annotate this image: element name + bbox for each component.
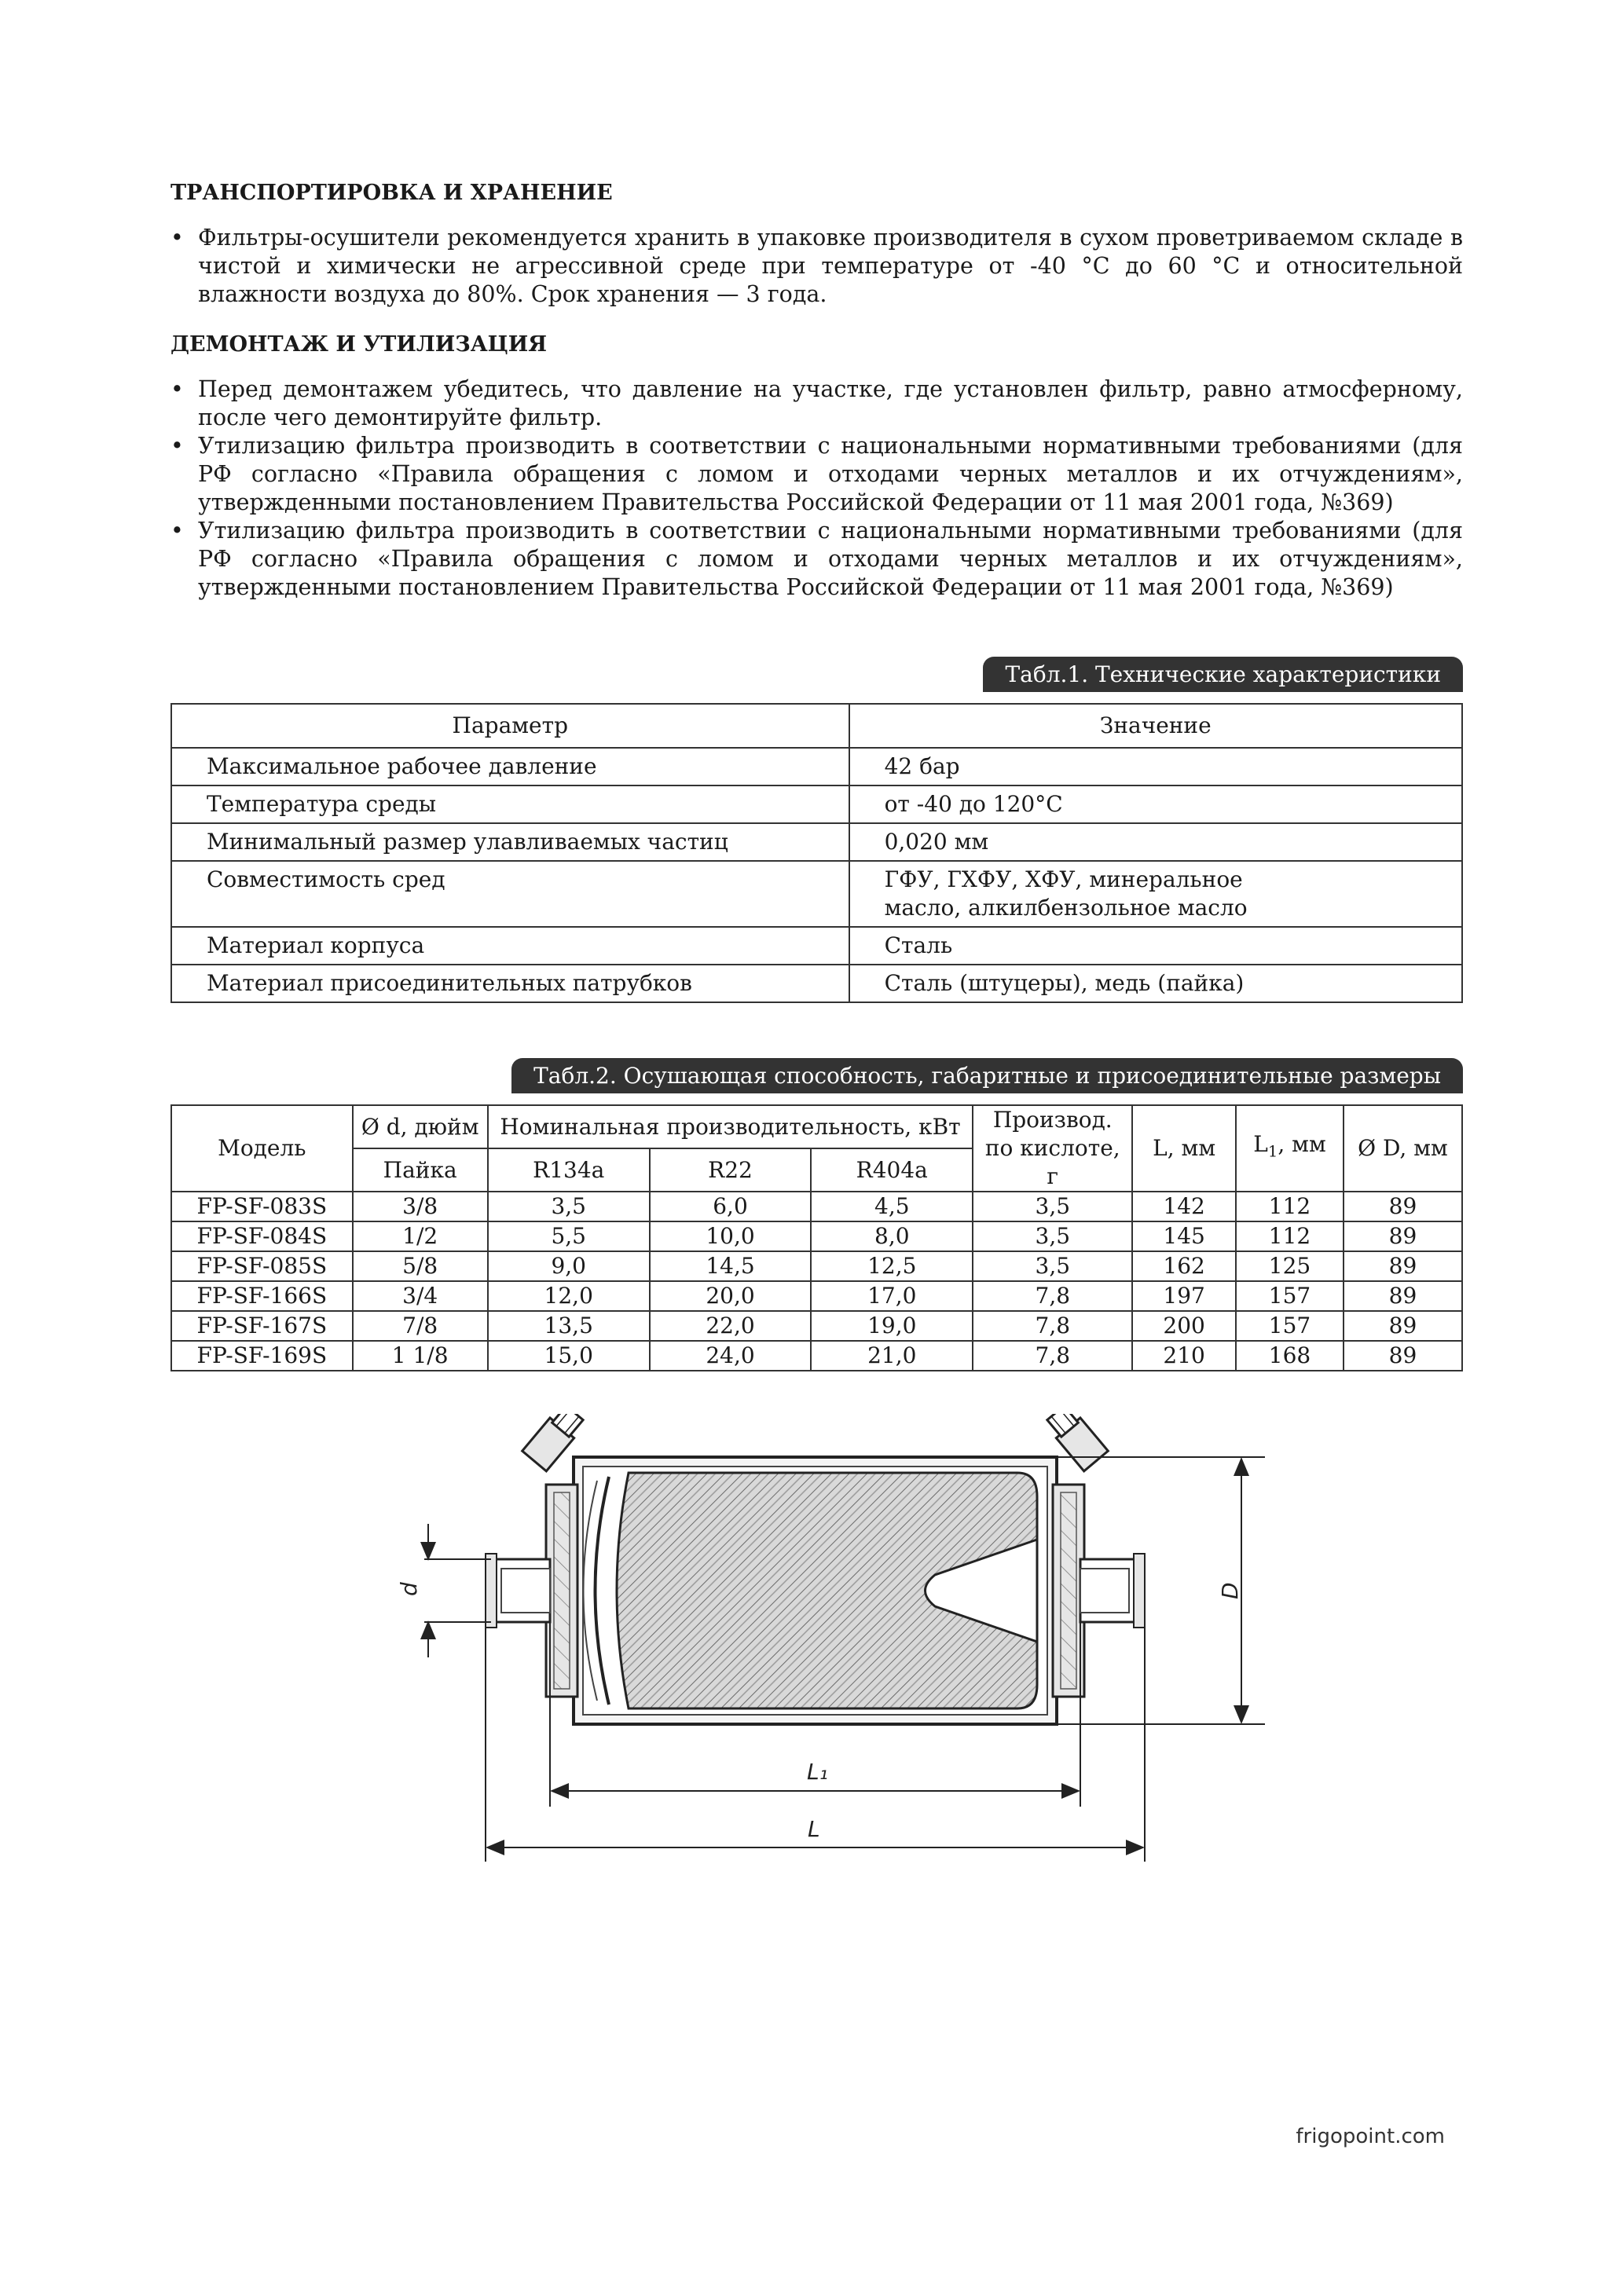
header-value: Значение (849, 704, 1462, 748)
label-L: L (808, 1816, 820, 1842)
header-d: Ø d, дюйм (353, 1105, 488, 1148)
right-pipe (1080, 1554, 1145, 1628)
cell-D: 89 (1344, 1192, 1462, 1221)
table-row (171, 785, 1462, 823)
cell-d: 1/2 (353, 1221, 488, 1251)
cell-model: FP-SF-169S (171, 1341, 353, 1371)
cell-r134a: 3,5 (488, 1192, 650, 1221)
dimensions-table (170, 1104, 1463, 1371)
cell-L1: 112 (1236, 1192, 1344, 1221)
table-row (171, 1341, 1462, 1371)
disposal-list (170, 375, 1463, 602)
header-L1-sub: 1 (1267, 1142, 1278, 1161)
cell-r22: 20,0 (650, 1281, 811, 1311)
header-r404a: R404a (811, 1148, 973, 1192)
cell-d: 1 1/8 (353, 1341, 488, 1371)
header-r22: R22 (650, 1148, 811, 1192)
cell-L1: 125 (1236, 1251, 1344, 1281)
cell-r404a: 12,5 (811, 1251, 973, 1281)
list-item: • Утилизацию фильтра производить в соответствии с национальными нормативными требованиями (для РФ согласно «Правила обращения с ломом и отходами черных металлов и их отчуждениям», утвержденными постановлением Правительства Российской Федерации от 11 мая 2001 года, №369) (170, 517, 1463, 602)
cell-d: 3/8 (353, 1192, 488, 1221)
header-param: Параметр (171, 704, 849, 748)
cell-r22: 22,0 (650, 1311, 811, 1341)
cell-L: 145 (1132, 1221, 1236, 1251)
table-row (171, 1251, 1462, 1281)
table-row (171, 1221, 1462, 1251)
cell-r404a: 21,0 (811, 1341, 973, 1371)
param-cell: Материал присоединительных патрубков (171, 965, 849, 1002)
cell-model: FP-SF-167S (171, 1311, 353, 1341)
list-item: • Перед демонтажем убедитесь, что давление на участке, где установлен фильтр, равно атмосферному, после чего демонтируйте фильтр. (170, 375, 1463, 432)
label-D: D (1217, 1582, 1243, 1599)
desiccant-core (584, 1473, 1038, 1708)
cell-acid: 3,5 (973, 1192, 1132, 1221)
table2-caption: Табл.2. Осушающая способность, габаритные и присоединительные размеры (511, 1058, 1463, 1093)
cell-L: 210 (1132, 1341, 1236, 1371)
table1-caption-wrap (170, 657, 1463, 692)
header-L1 (1236, 1105, 1344, 1192)
table-header-row (171, 1105, 1462, 1148)
cell-d: 5/8 (353, 1251, 488, 1281)
value-cell: 42 бар (849, 748, 1462, 785)
cell-r134a: 15,0 (488, 1341, 650, 1371)
value-cell: Сталь (849, 927, 1462, 965)
cell-d: 7/8 (353, 1311, 488, 1341)
cell-L1: 157 (1236, 1281, 1344, 1311)
header-model: Модель (171, 1105, 353, 1192)
cell-r134a: 5,5 (488, 1221, 650, 1251)
header-L: L, мм (1132, 1105, 1236, 1192)
label-L1: L₁ (807, 1759, 828, 1785)
cell-r404a: 17,0 (811, 1281, 973, 1311)
footer-site: frigopoint.com (1296, 2125, 1445, 2148)
cell-r134a: 9,0 (488, 1251, 650, 1281)
cell-r134a: 13,5 (488, 1311, 650, 1341)
table-row (171, 748, 1462, 785)
header-nominal: Номинальная производительность, кВт (488, 1105, 973, 1148)
cell-L1: 168 (1236, 1341, 1344, 1371)
header-D: Ø D, мм (1344, 1105, 1462, 1192)
label-d: d (396, 1582, 422, 1596)
list-item: • Фильтры-осушители рекомендуется хранить в упаковке производителя в сухом проветриваемом складе в чистой и химически не агрессивной среде при температуре от -40 °С до 60 °С и относительной влажности воздуха до 80%. Срок хранения — 3 года. (170, 224, 1463, 309)
value-cell: 0,020 мм (849, 823, 1462, 861)
table-row (171, 823, 1462, 861)
cell-r134a: 12,0 (488, 1281, 650, 1311)
table-row (171, 1311, 1462, 1341)
cell-acid: 3,5 (973, 1251, 1132, 1281)
page-content (170, 181, 1463, 1371)
section-title-disposal: ДЕМОНТАЖ И УТИЛИЗАЦИЯ (170, 332, 548, 357)
cell-acid: 3,5 (973, 1221, 1132, 1251)
cell-r404a: 4,5 (811, 1192, 973, 1221)
cell-model: FP-SF-085S (171, 1251, 353, 1281)
cell-L: 200 (1132, 1311, 1236, 1341)
cell-model: FP-SF-166S (171, 1281, 353, 1311)
cell-D: 89 (1344, 1311, 1462, 1341)
value-cell: Сталь (штуцеры), медь (пайка) (849, 965, 1462, 1002)
cell-r22: 10,0 (650, 1221, 811, 1251)
table-row (171, 965, 1462, 1002)
cell-L1: 157 (1236, 1311, 1344, 1341)
cell-L1: 112 (1236, 1221, 1344, 1251)
param-cell: Температура среды (171, 785, 849, 823)
param-cell: Минимальный размер улавливаемых частиц (171, 823, 849, 861)
tech-specs-table (170, 703, 1463, 1003)
left-pipe (486, 1554, 550, 1628)
list-item: • Утилизацию фильтра производить в соответствии с национальными нормативными требованиями (для РФ согласно «Правила обращения с ломом и отходами черных металлов и их отчуждениям», утвержденными постановлением Правительства Российской Федерации от 11 мая 2001 года, №369) (170, 432, 1463, 517)
table-row (171, 927, 1462, 965)
cell-r404a: 8,0 (811, 1221, 973, 1251)
cell-L: 162 (1132, 1251, 1236, 1281)
header-r134a: R134a (488, 1148, 650, 1192)
table2-caption-wrap (170, 1058, 1463, 1093)
cell-L: 142 (1132, 1192, 1236, 1221)
header-acid: Производ. по кислоте, г (973, 1105, 1132, 1192)
table-row (171, 1281, 1462, 1311)
dimension-d (424, 1524, 491, 1657)
transport-list (170, 224, 1463, 309)
header-L1-main: L (1253, 1131, 1268, 1158)
cell-acid: 7,8 (973, 1311, 1132, 1341)
cell-L: 197 (1132, 1281, 1236, 1311)
header-solder: Пайка (353, 1148, 488, 1192)
param-cell: Максимальное рабочее давление (171, 748, 849, 785)
cell-model: FP-SF-084S (171, 1221, 353, 1251)
cell-D: 89 (1344, 1221, 1462, 1251)
param-cell: Совместимость сред (171, 861, 849, 927)
cell-r22: 6,0 (650, 1192, 811, 1221)
table-row (171, 1192, 1462, 1221)
cell-acid: 7,8 (973, 1281, 1132, 1311)
cell-r404a: 19,0 (811, 1311, 973, 1341)
value-cell: ГФУ, ГХФУ, ХФУ, минеральное масло, алкилбензольное масло (849, 861, 1462, 927)
param-cell: Материал корпуса (171, 927, 849, 965)
cell-D: 89 (1344, 1281, 1462, 1311)
filter-drier-drawing (393, 1414, 1304, 1885)
cell-r22: 24,0 (650, 1341, 811, 1371)
cell-D: 89 (1344, 1341, 1462, 1371)
section-title-transport: ТРАНСПОРТИРОВКА И ХРАНЕНИЕ (170, 181, 613, 205)
header-L1-unit: , мм (1278, 1131, 1326, 1158)
cell-d: 3/4 (353, 1281, 488, 1311)
table1-caption: Табл.1. Технические характеристики (983, 657, 1463, 692)
value-cell: от -40 до 120°С (849, 785, 1462, 823)
table-row (171, 861, 1462, 927)
cell-r22: 14,5 (650, 1251, 811, 1281)
table-header-row (171, 704, 1462, 748)
cell-model: FP-SF-083S (171, 1192, 353, 1221)
cell-D: 89 (1344, 1251, 1462, 1281)
cell-acid: 7,8 (973, 1341, 1132, 1371)
